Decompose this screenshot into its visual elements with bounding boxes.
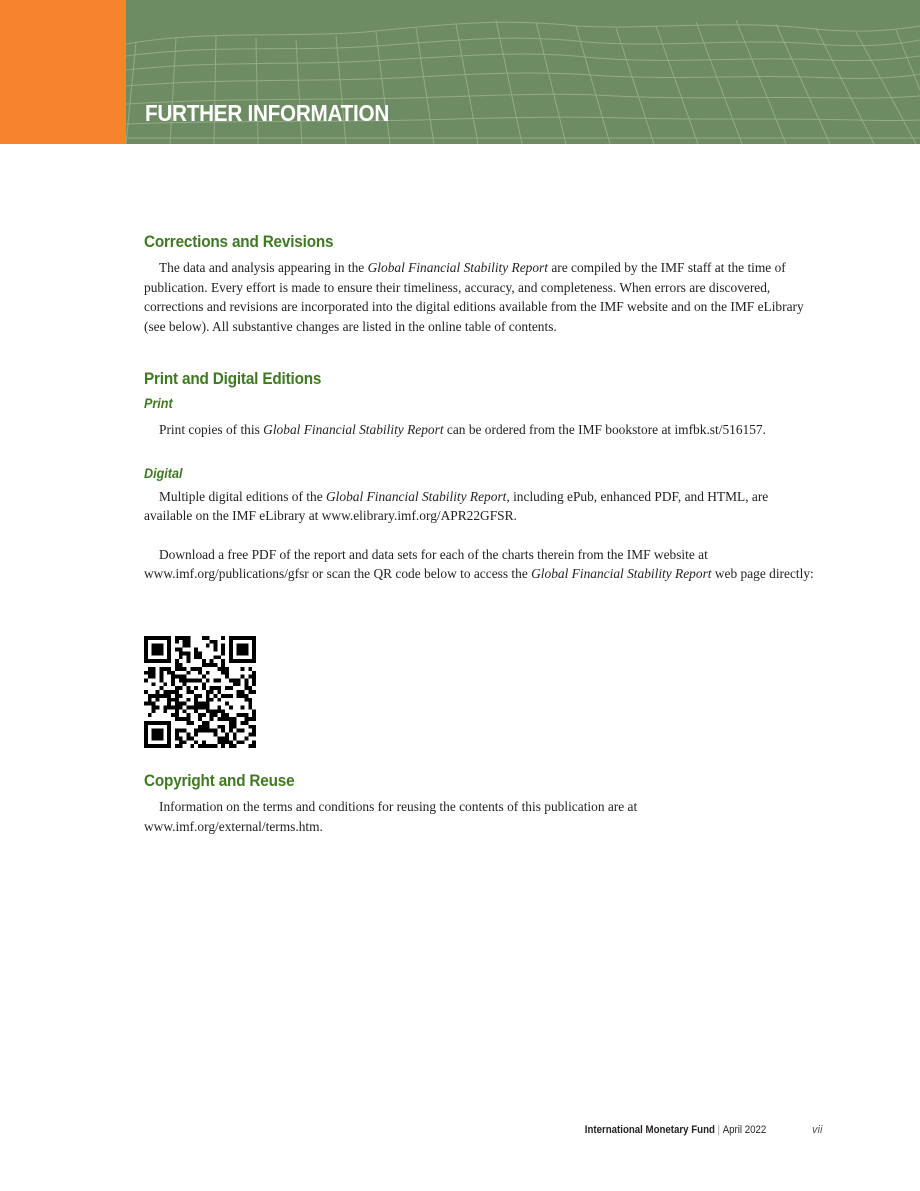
- orange-accent-block: [0, 0, 126, 144]
- page-title: FURTHER INFORMATION: [145, 100, 390, 126]
- footer-date: April 2022: [722, 1124, 766, 1136]
- print-subheading: Print: [144, 395, 173, 411]
- copyright-heading: Copyright and Reuse: [144, 771, 295, 790]
- footer-publisher: International Monetary Fund: [584, 1124, 715, 1136]
- footer-separator: |: [717, 1124, 720, 1136]
- page-number: vii: [812, 1124, 823, 1136]
- qr-code-icon[interactable]: [144, 636, 256, 748]
- corrections-paragraph: The data and analysis appearing in the Global Financial Stability Report are compiled by the IMF staff at the time of publication. Every effort is made to ensure their timeliness, accuracy, and completeness. When errors are discovered, corrections and revisions are incorporated into the digital editions available from the IMF website and on the IMF eLibrary (see below). All substantive changes are listed in the online table of contents.: [144, 260, 804, 334]
- header-banner: [0, 0, 920, 144]
- digital-paragraph: Multiple digital editions of the Global Financial Stability Report, including ePub, enhanced PDF, and HTML, are available on the IMF eLibrary at www.elibrary.imf.org/APR22GFSR.: [144, 488, 769, 523]
- editions-heading: Print and Digital Editions: [144, 369, 322, 388]
- download-paragraph: Download a free PDF of the report and data sets for each of the charts therein from the IMF website at www.imf.org/publications/gfsr or scan the QR code below to access the Global Financial Stability Report web page directly:: [144, 546, 814, 581]
- copyright-section: [144, 771, 816, 836]
- corrections-section: [144, 232, 816, 336]
- editions-section: [144, 369, 816, 584]
- corrections-heading: Corrections and Revisions: [144, 232, 334, 251]
- page-footer: [0, 1124, 920, 1138]
- digital-subheading: Digital: [144, 464, 183, 481]
- print-paragraph: Print copies of this Global Financial Stability Report can be ordered from the IMF bookstore at imfbk.st/516157.: [159, 422, 766, 437]
- footer-publication: [584, 1124, 766, 1136]
- copyright-paragraph: Information on the terms and conditions for reusing the contents of this publication are at www.imf.org/external/terms.htm.: [144, 799, 638, 834]
